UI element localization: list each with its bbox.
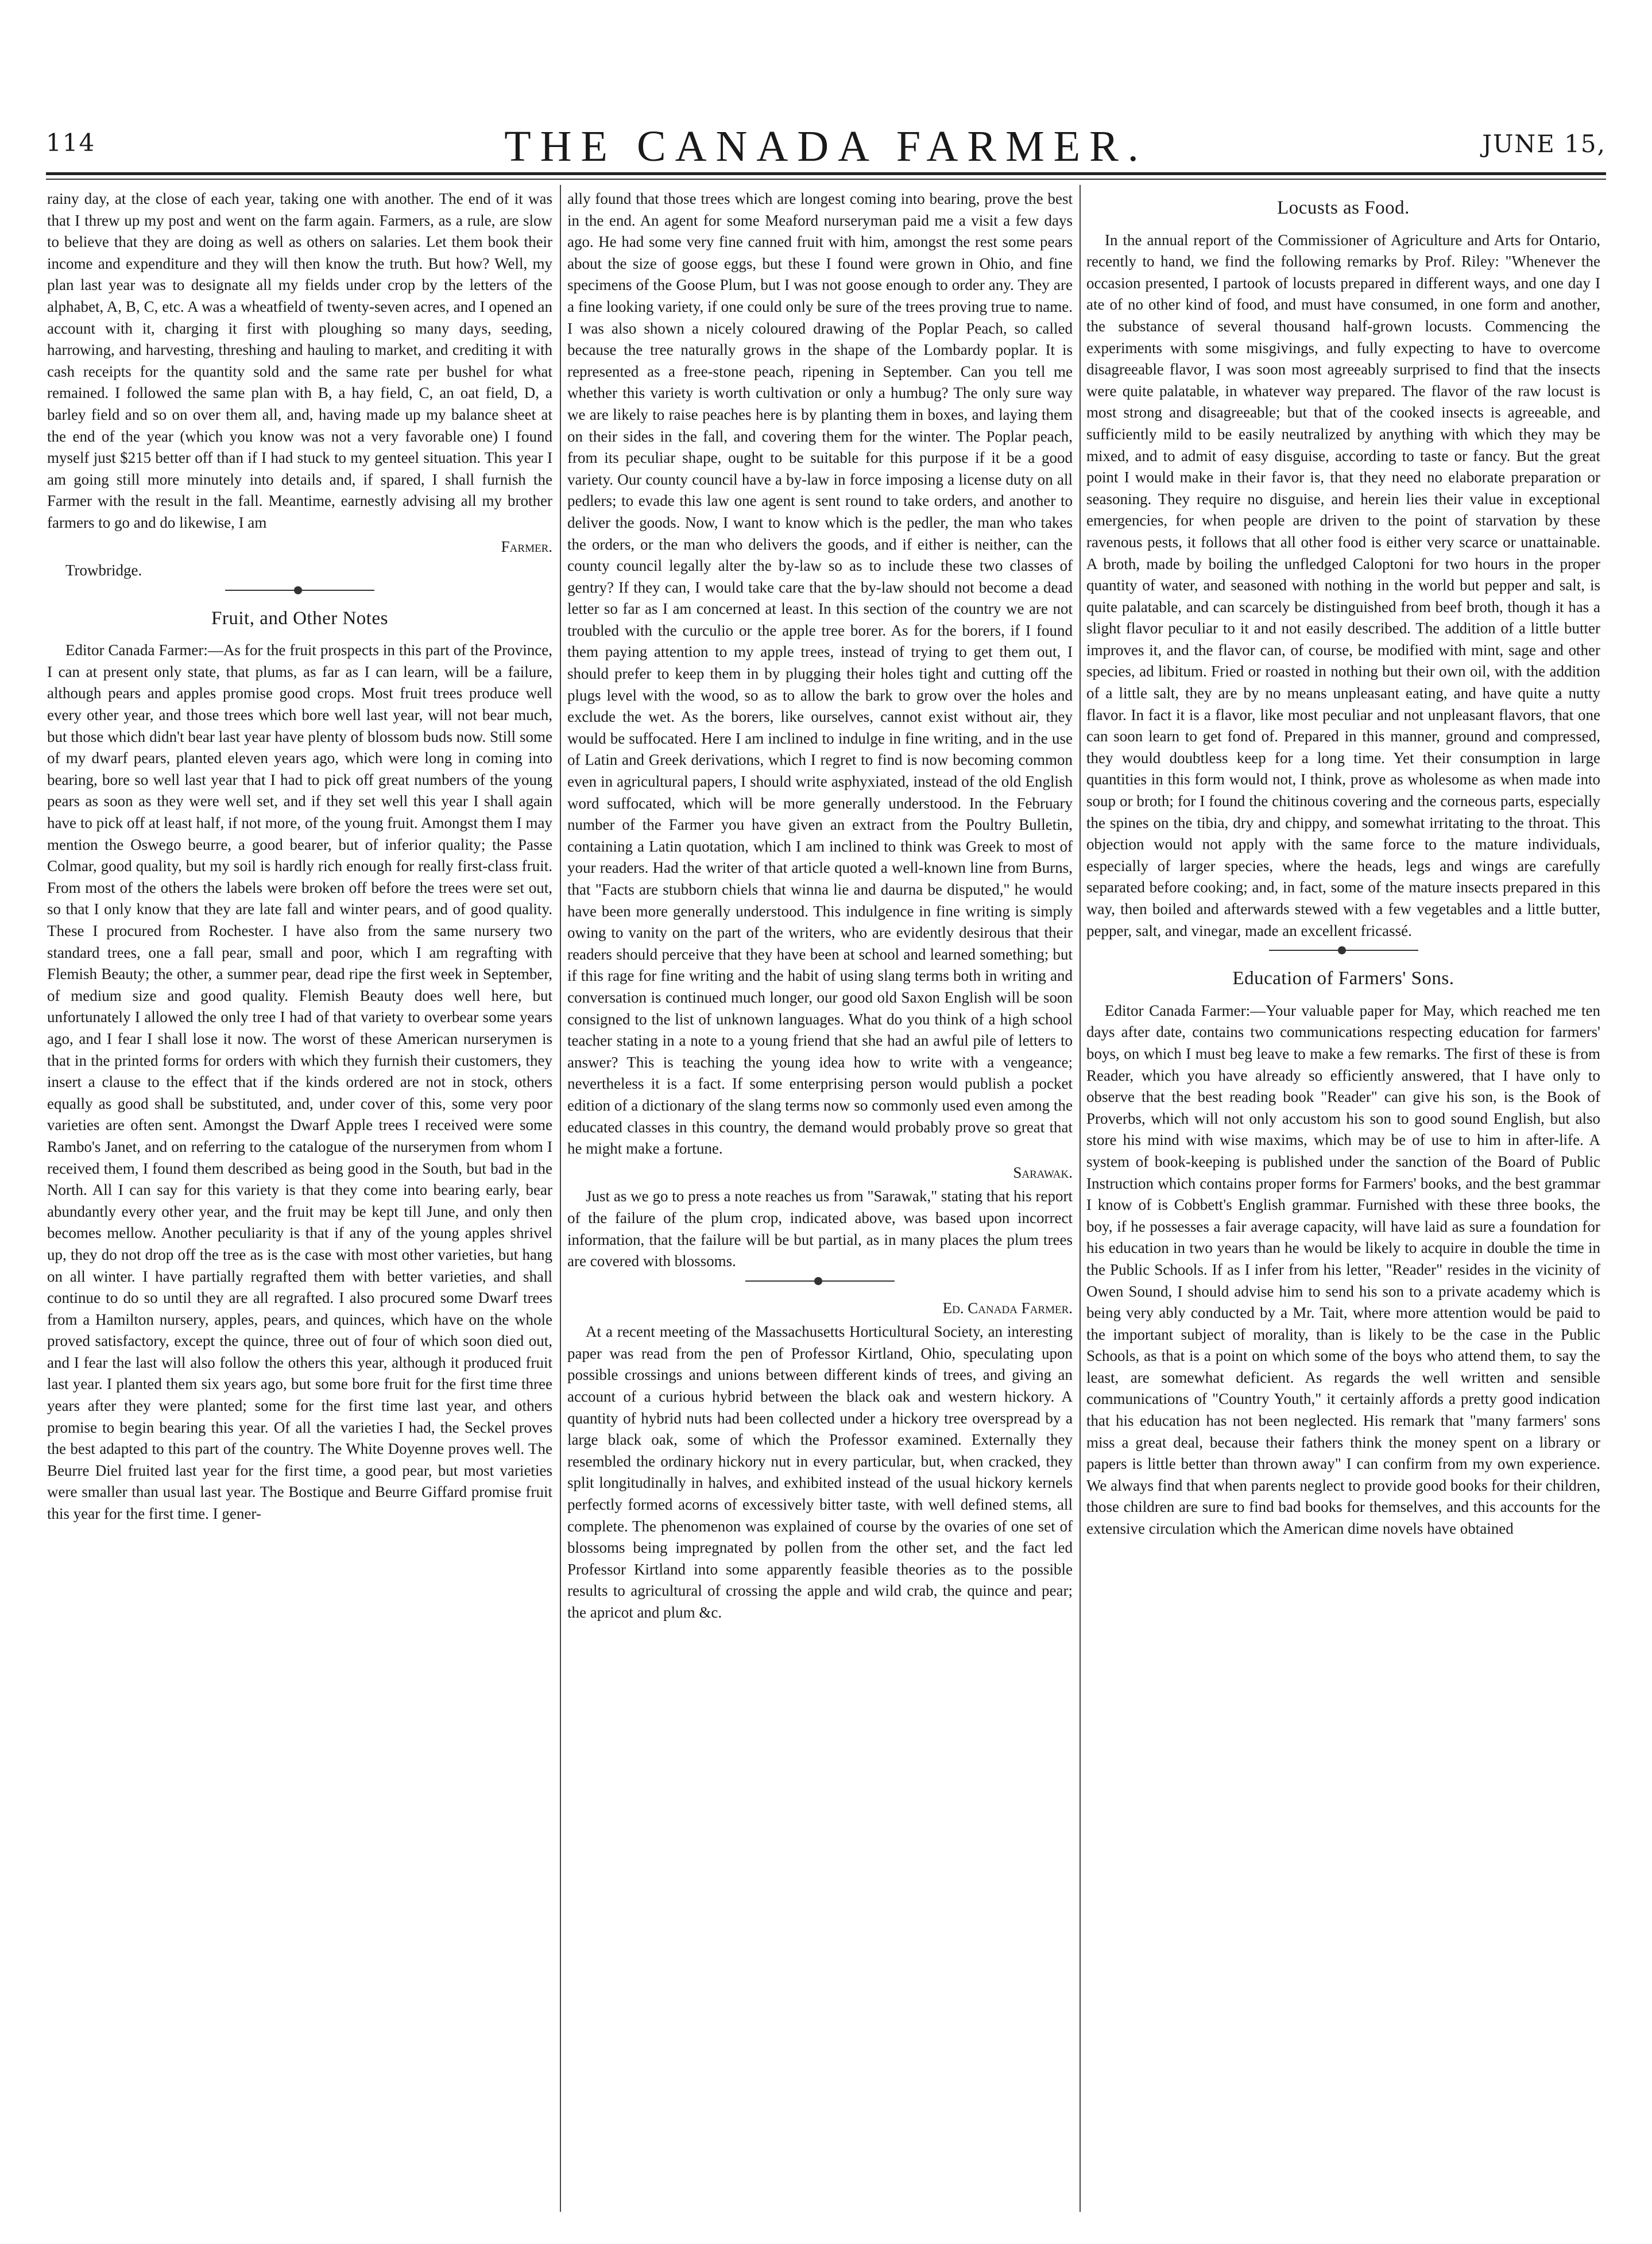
signature: Sarawak. [1013, 1163, 1073, 1181]
column-divider [1080, 185, 1081, 2212]
article-paragraph: ally found that those trees which are longest coming into bearing, prove the best in the end. An agent for some Meaford nurseryman paid me a visit a few days ago. He had some very fine canned fruit with him, amongst the rest some pears about the size of goose eggs, but these I found were grown in Ohio, and fine specimens of the Goose Plum, but I was not goose enough to order any. They are a fine looking variety, if one could only be sure of the trees proving true to name. I was also shown a nicely coloured drawing of the Poplar Peach, so called because the tree naturally grows in the shape of the Lombardy poplar. It is represented as a free-stone peach, ripening in September. Can you tell me whether this variety is worth cultivation or only a humbug? The only sure way we are likely to raise peaches here is by planting them in boxes, and laying them on their sides in the fall, and covering them for the winter. The Poplar peach, from its peculiar shape, ought to be suitable for this purpose if it be a good variety. Our county council have a by-law in force imposing a license duty on all pedlers; to evade this law one agent is sent round to take orders, and another to deliver the goods. Now, I want to know which is the pedler, the man who takes the orders, or the man who delivers the goods, and if either is neither, can the county council legally alter the by-law so as to include these two classes of gentry? If they can, I would take care that the by-law should not become a dead letter so far as I am concerned at least. In this section of the country we are not troubled with the curculio or the apple tree borer. As for the borers, if I found them paying attention to my apple trees, instead of trying to get them out, I should prefer to keep them in by plugging their holes tight and cutting off the plugs level with the wood, so as to allow the bark to grow over the holes and exclude the wet. As the borers, like ourselves, cannot exist without air, they would be suffocated. Here I am inclined to indulge in fine writing, and in the use of Latin and Greek derivations, which I regret to find is now becoming common even in agricultural papers, I should write asphyxiated, instead of the old English word suffocated, which will be more generally understood. In the February number of the Farmer you have given an extract from the Poultry Bulletin, containing a Latin quotation, which I am inclined to think was Greek to most of your readers. Had the writer of that article quoted a well-known line from Burns, that "Facts are stubborn chiels that winna lie and daurna be disputed," he would have been more generally understood. This indulgence in fine writing is simply owing to vanity on the part of the writers, who are evidently desirous that their readers should perceive that they have been at school and learned something; but if this rage for fine writing and the habit of using slang terms both in writing and conversation is continued much longer, our good old Saxon English will be soon consigned to the list of unknown languages. What do you think of a high school teacher stating in a note to a young friend that she had an awful pile of letters to answer? This is teaching the young idea how to write with a vengeance; nevertheless it is a fact. If some enterprising person would publish a pocket edition of a dictionary of the slang terms now so commonly used even among the educated classes in this country, the demand would probably prove so great that he might make a fortune. [567, 190, 1073, 1158]
place-name: Trowbridge. [65, 562, 142, 579]
signature: Ed. Canada Farmer. [942, 1299, 1073, 1317]
article-heading: Locusts as Food. [1277, 198, 1410, 218]
section-divider [225, 590, 374, 599]
signature: Farmer. [501, 537, 552, 555]
article-paragraph: Editor Canada Farmer:—Your valuable paper for May, which reached me ten days after date, contains two communications respecting education for farmers' boys, on which I must beg leave to make a few remarks. The first of these is from Reader, which you have already so efficiently answered, that I have only to observe that the best reading book "Reader" can give his son, is the Book of Proverbs, which will not only accustom his son to good sound English, but also store his mind with wise maxims, which may be of use to him in after-life. A system of book-keeping is published under the sanction of the Board of Public Instruction which contains proper forms for Farmers' books, and the best grammar I know of is Cobbett's English grammar. Furnished with these three books, the boy, if he possesses a fair average capacity, will have laid as sure a foundation for his education in two years than he would be likely to acquire in double the time in the Public Schools. If as I infer from his letter, "Reader" resides in the vicinity of Owen Sound, I should advise him to send his son to a private academy which is being very ably conducted by a Mr. Tait, where more attention would be paid to the important subject of morality, than is likely to be the case in the Public Schools, as that is a point on which some of the boys who attend them, to say the least, are somewhat deficient. As regards the well written and sensible communications of "Country Youth," it certainly affords a pretty good indication that his education has not been neglected. His remark that "many farmers' sons miss a great deal, because their fathers think the money spent on a library or papers is little better than thrown away" I can confirm from my own experience. We always find that when parents neglect to provide good books for their children, those children are sure to find bad books for themselves, and this accounts for the extensive circulation which the American dime novels have obtained [1086, 1001, 1600, 1538]
column-left [47, 188, 552, 2221]
article-paragraph: At a recent meeting of the Massachusetts Horticultural Society, an interesting paper was read from the pen of Professor Kirtland, Ohio, speculating upon possible crossings and unions between different kinds of trees, and giving an account of a curious hybrid between the black oak and western hickory. A quantity of hybrid nuts had been collected under a hickory tree overspread by a large black oak, some of which the Professor examined. Externally they resembled the ordinary hickory nut in every particular, but, when cracked, they split longitudinally in halves, and exhibited instead of the usual hickory kernels perfectly formed acorns of excessively bitter taste, with well defined stems, all complete. The phenomenon was explained of course by the ovaries of one set of blossoms being impregnated by pollen from the other set, and the fact led Professor Kirtland into some apparently feasible theories as to the possible results to agricultural of crossing the apple and wild crab, the quince and pear; the apricot and plum &c. [567, 1323, 1073, 1621]
masthead-rule-thin [46, 179, 1606, 180]
page-number: 114 [46, 129, 96, 157]
masthead [46, 122, 1606, 179]
column-right [1086, 188, 1600, 2221]
column-middle [567, 188, 1073, 2221]
paper-title: THE CANADA FARMER. [504, 122, 1148, 171]
masthead-rule [46, 172, 1606, 175]
issue-date: JUNE 15, [1482, 130, 1606, 158]
article-paragraph: rainy day, at the close of each year, taking one with another. The end of it was that I threw up my post and went on the farm again. Farmers, as a rule, are slow to believe that they are doing as well as others on salaries. Let them book their income and expenditure and they will then know the truth. But how? Well, my plan last year was to designate all my fields under crop by the letters of the alphabet, A, B, C, etc. A was a wheatfield of twenty-seven acres, and I opened an account with it, charging it first with ploughing so many days, seeding, harrowing, and harvesting, threshing and hauling to market, and crediting it with cash receipts for the quantity sold and the same rate per bushel for what remained. I followed the same plan with B, a hay field, C, an oat field, D, a barley field and so on over them all, and, having made up my balance sheet at the end of the year (which you know was not a very favorable one) I found myself just $215 better off than if I had stuck to my genteel situation. This year I am going still more minutely into details and, if spared, I shall furnish the Farmer with the result in the fall. Meantime, earnestly advising all my brother farmers to go and do likewise, I am [47, 190, 552, 531]
column-divider [560, 185, 561, 2212]
article-heading: Fruit, and Other Notes [211, 608, 388, 629]
article-paragraph: In the annual report of the Commissioner of Agriculture and Arts for Ontario, recently to hand, we find the following remarks by Prof. Riley: "Whenever the occasion presented, I partook of locusts prepared in different ways, and one day I ate of no other kind of food, and must have consumed, in one form and another, the substance of several thousand half-grown locusts. Commencing the experiments with some misgivings, and fully expecting to have to overcome disagreeable flavor, I was soon most agreeably surprised to find that the insects were quite palatable, in whatever way prepared. The flavor of the raw locust is most strong and disagreeable; but that of the cooked insects is agreeable, and sufficiently mild to be easily neutralized by anything with which they may be mixed, and to admit of easy disguise, according to taste or fancy. But the great point I would make in their favor is, that they need no elaborate preparation or seasoning. They require no disguise, and herein lies their value in exceptional emergencies, for when people are driven to the point of starvation by these ravenous pests, it follows that all other food is either very scarce or unattainable. A broth, made by boiling the unfledged Caloptoni for two hours in the proper quantity of water, and seasoned with nothing in the world but pepper and salt, is quite palatable, and can scarcely be distinguished from beef broth, though it has a slight flavor peculiar to it and not easily described. The addition of a little butter improves it, and the flavor can, of course, be modified with mint, sage and other species, ad libitum. Fried or roasted in nothing but their own oil, with the addition of a little salt, they are by no means unpleasant eating, and have quite a nutty flavor. In fact it is a flavor, like most peculiar and not unpleasant flavors, that one can soon learn to get fond of. Prepared in this manner, ground and compressed, they would doubtless keep for a long time. Yet their consumption in large quantities in this form would not, I think, prove as wholesome as when made into soup or broth; for I found the chitinous covering and the corneous parts, especially the spines on the tibia, dry and chippy, and somewhat irritating to the throat. This objection would not apply with the same force to the mature individuals, especially of larger species, where the heads, legs and wings are carefully separated before cooking; and, in fact, some of the mature insects prepared in this way, then boiled and afterwards stewed with a few vegetables and a little butter, pepper, salt, and vinegar, made an excellent fricassé. [1086, 231, 1600, 939]
section-divider [1269, 950, 1418, 959]
article-paragraph: Just as we go to press a note reaches us from "Sarawak," stating that his report of the failure of the plum crop, indicated above, was based upon incorrect information, that the failure will be but partial, as in many places the plum trees are covered with blossoms. [567, 1187, 1073, 1270]
article-heading: Education of Farmers' Sons. [1232, 968, 1454, 989]
article-paragraph: Editor Canada Farmer:—As for the fruit prospects in this part of the Province, I can at present only state, that plums, as far as I can learn, will be a failure, although pears and apples promise good crops. Most fruit trees produce well every other year, and those trees which bore well last year, will not bear much, but those which didn't bear last year have plenty of blossom buds now. Still some of my dwarf pears, planted eleven years ago, which were long in coming into bearing, bore so well last year that I had to pick off great numbers of the young pears as soon as they were well set, and if they set well this year I shall again have to pick off at least half, if not more, of the young fruit. Amongst them I may mention the Oswego beurre, a good bearer, but of inferior quality; the Passe Colmar, good quality, but my soil is hardly rich enough for really first-class fruit. From most of the others the labels were broken off before the trees were set out, so that I only know that they are late fall and winter pears, and of good quality. These I procured from Rochester. I have also from the same nursery two standard trees, one a fall pear, small and poor, which I am regrafting with Flemish Beauty; the other, a summer pear, dead ripe the first week in September, of medium size and good quality. Flemish Beauty does well here, but unfortunately I allowed the only tree I had of that variety to overbear some years ago, and I fear I shall lose it now. The worst of these American nurserymen is that in the printed forms for orders with which they furnish their customers, they insert a clause to the effect that if the kinds ordered are not in stock, others equally as good shall be substituted, and, under cover of this, some very poor varieties are often sent. Amongst the Dwarf Apple trees I received were some Rambo's Janet, and on referring to the catalogue of the nurserymen from whom I received them, I found them described as being good in the South, but bad in the North. All I can say for this variety is that they come into bearing early, bear abundantly every other year, and the fruit may be kept till June, and only then becomes mellow. Another peculiarity is that if any of the young apples shrivel up, they do not drop off the tree as is the case with most other varieties, but hang on all winter. I have partially regrafted them with better varieties, and shall continue to do so until they are all regrafted. I also procured some Dwarf trees from a Hamilton nursery, apples, pears, and quinces, which have on the whole proved satisfactory, except the quince, three out of four of which soon died out, and I fear the last will also follow the others this year, although it produced fruit last year. I planted them six years ago, but some bore fruit for the first time three years after they were planted; some for the first time last year, and others promise to begin bearing this year. Of all the varieties I had, the Seckel proves the best adapted to this part of the country. The White Doyenne proves well. The Beurre Diel fruited last year for the first time, a good pear, but most varieties were smaller than usual last year. The Bostique and Beurre Giffard promise fruit this year for the first time. I gener- [47, 641, 552, 1523]
section-divider [745, 1280, 895, 1290]
